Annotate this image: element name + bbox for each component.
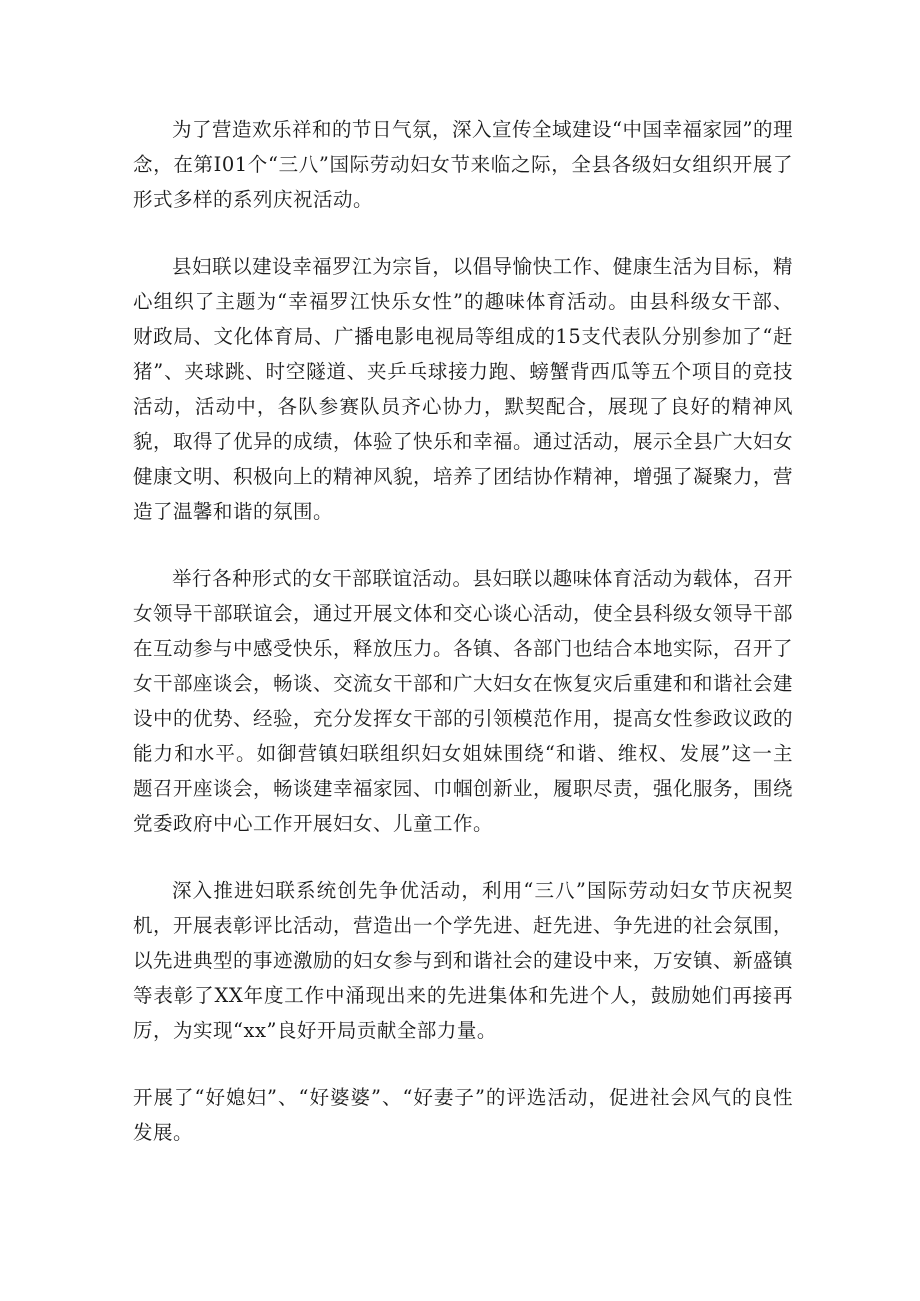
paragraph-2: 县妇联以建设幸福罗江为宗旨，以倡导愉快工作、健康生活为目标，精心组织了主题为“幸福罗江快乐女性”的趣味体育活动。由县科级女干部、财政局、文化体育局、广播电影电视局等组成的15支代表队分别参加了“赶猪”、夹球跳、时空隧道、夹乒乓球接力跑、螃蟹背西瓜等五个项目的竞技活动，活动中，各队参赛队员齐心协力，默契配合，展现了良好的精神风貌，取得了优异的成绩，体验了快乐和幸福。通过活动，展示全县广大妇女健康文明、积极向上的精神风貌，培养了团结协作精神，增强了凝聚力，营造了温馨和谐的氛围。 [133,255,794,523]
paragraph-1: 为了营造欢乐祥和的节日气氛，深入宣传全域建设“中国幸福家园”的理念，在第I01个“三八”国际劳动妇女节来临之际，全县各级妇女组织开展了形式多样的系列庆祝活动。 [133,118,793,211]
paragraph-spacer [133,841,793,873]
paragraph-3: 举行各种形式的女干部联谊活动。县妇联以趣味体育活动为载体，召开女领导干部联谊会，通过开展文体和交心谈心活动，使全县科级女领导干部在互动参与中感受快乐，释放压力。各镇、各部门也结合本地实际，召开了女干部座谈会，畅谈、交流女干部和广大妇女在恢复灾后重建和和谐社会建设中的优势、经验，充分发挥女干部的引领模范作用，提高女性参政议政的能力和水平。如御营镇妇联组织妇女姐妹围绕“和谐、维权、发展”这一主题召开座谈会，畅谈建幸福家园、巾帼创新业，履职尽责，强化服务，围绕党委政府中心工作开展妇女、儿童工作。 [133,567,794,835]
paragraph-5: 开展了“好媳妇”、“好婆婆”、“好妻子”的评选活动，促进社会风气的良性发展。 [133,1086,793,1144]
paragraph-spacer [133,529,793,561]
document-body [133,112,793,1150]
paragraph-4: 深入推进妇联系统创先争优活动，利用“三八”国际劳动妇女节庆祝契机，开展表彰评比活动，营造出一个学先进、赶先进、争先进的社会氛围，以先进典型的事迹激励的妇女参与到和谐社会的建设中来，万安镇、新盛镇等表彰了XX年度工作中涌现出来的先进集体和先进个人，鼓励她们再接再厉，为实现“xx”良好开局贡献全部力量。 [133,879,794,1042]
paragraph-spacer [133,1048,793,1080]
paragraph-spacer [133,217,793,249]
